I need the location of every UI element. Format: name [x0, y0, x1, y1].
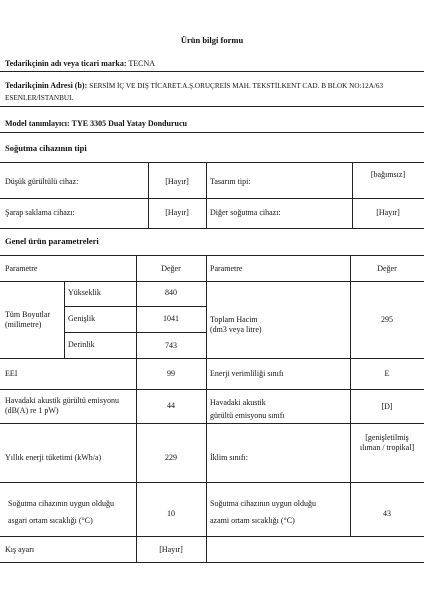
table-line	[0, 562, 424, 563]
winter-label: Kış ayarı	[5, 545, 35, 554]
depth-value: 743	[165, 341, 177, 350]
volume-value: 295	[381, 315, 393, 324]
climate-value-1: [genişletilmiş	[365, 433, 409, 442]
winter-value: [Hayır]	[159, 545, 183, 554]
model-value: TYE 3305 Dual Yatay Dondurucu	[71, 119, 187, 128]
divider	[0, 106, 424, 107]
table-line	[64, 332, 206, 333]
supplier-name-value: TECNA	[128, 59, 156, 68]
wine-storage-value: [Hayır]	[165, 208, 189, 217]
table-line	[0, 482, 424, 483]
design-type-label: Tasarım tipi:	[210, 177, 251, 186]
divider	[0, 132, 424, 133]
eei-label: EEI	[5, 369, 18, 378]
table-line	[64, 306, 206, 307]
annual-energy-value: 229	[165, 453, 177, 462]
min-temp-value: 10	[167, 509, 175, 518]
supplier-address-line1: SERSİM İÇ VE DIŞ TİCARET.A.Ş.ORUÇREİS MAH. TEKSTİLKENT CAD. B BLOK NO:12A/63	[89, 82, 384, 90]
supplier-address-row	[5, 81, 383, 91]
height-label: Yükseklik	[68, 288, 101, 297]
table-line	[0, 255, 424, 256]
table-line	[0, 228, 424, 229]
dimensions-label-2: (milimetre)	[5, 320, 42, 329]
model-row	[5, 119, 187, 129]
noise-label-1: Havadaki akustik gürültü emisyonu	[5, 396, 119, 405]
col-header-param-left: Parametre	[5, 264, 38, 273]
annual-energy-label: Yıllık enerji tüketimi (kWh/a)	[5, 453, 102, 462]
noise-class-label-1: Havadaki akustik	[210, 398, 266, 407]
table-line	[64, 281, 65, 358]
table-line	[0, 536, 424, 537]
model-label: Model tanımlayıcı:	[5, 119, 70, 128]
noise-class-value: [D]	[381, 402, 393, 411]
divider	[0, 71, 424, 72]
supplier-address-line2: ESENLER/İSTANBUL	[5, 94, 74, 102]
table-line	[0, 423, 424, 424]
col-header-value-right: Değer	[377, 264, 397, 273]
noise-value: 44	[167, 401, 175, 410]
noise-label-2: (dB(A) re 1 pW)	[5, 406, 59, 415]
general-heading: Genel ürün parametreleri	[5, 236, 99, 246]
table-line	[0, 389, 424, 390]
table-line	[0, 358, 424, 359]
page-title: Ürün bilgi formu	[180, 35, 244, 45]
eei-value: 99	[167, 369, 175, 378]
climate-label: İklim sınıfı:	[210, 453, 248, 462]
energy-class-label: Enerji verimliliği sınıfı	[210, 369, 284, 378]
min-temp-label-2: asgari ortam sıcaklığı (°C)	[8, 516, 93, 525]
other-cooling-value: [Hayır]	[376, 208, 400, 217]
table-line	[350, 255, 351, 536]
noise-class-label-2: gürültü emisyonu sınıfı	[210, 411, 285, 420]
other-cooling-label: Diğer soğutma cihazı:	[210, 208, 281, 217]
volume-label-2: (dm3 veya litre)	[210, 325, 262, 334]
cooling-type-heading: Soğutma cihazının tipi	[5, 143, 87, 153]
col-header-param-right: Parametre	[210, 264, 243, 273]
min-temp-label-1: Soğutma cihazının uygun olduğu	[8, 499, 114, 508]
supplier-name-row	[5, 59, 155, 69]
max-temp-label-1: Soğutma cihazının uygun olduğu	[210, 499, 316, 508]
table-line	[0, 198, 424, 199]
max-temp-label-2: azami ortam sıcaklığı (°C)	[210, 516, 295, 525]
wine-storage-label: Şarap saklama cihazı:	[5, 208, 75, 217]
width-value: 1041	[163, 314, 179, 323]
dimensions-label-1: Tüm Boyutlar	[5, 310, 51, 319]
table-line	[0, 162, 424, 163]
supplier-name-label: Tedarikçinin adı veya ticari marka:	[5, 59, 127, 68]
col-header-value-left: Değer	[161, 264, 181, 273]
table-line	[206, 162, 207, 228]
table-line	[148, 162, 149, 228]
max-temp-value: 43	[383, 509, 391, 518]
volume-label-1: Toplam Hacim	[210, 315, 258, 324]
table-line	[206, 255, 207, 562]
depth-label: Derinlik	[68, 340, 95, 349]
height-value: 840	[165, 288, 177, 297]
energy-class-value: E	[384, 369, 390, 378]
climate-value-2: ılıman / tropikal]	[359, 443, 415, 452]
low-noise-label: Düşük gürültülü cihaz:	[5, 177, 79, 186]
width-label: Genişlik	[68, 314, 96, 323]
design-type-value: [bağımsız]	[370, 170, 406, 179]
supplier-address-label: Tedarikçinin Adresi (b):	[5, 81, 88, 90]
low-noise-value: [Hayır]	[165, 177, 189, 186]
